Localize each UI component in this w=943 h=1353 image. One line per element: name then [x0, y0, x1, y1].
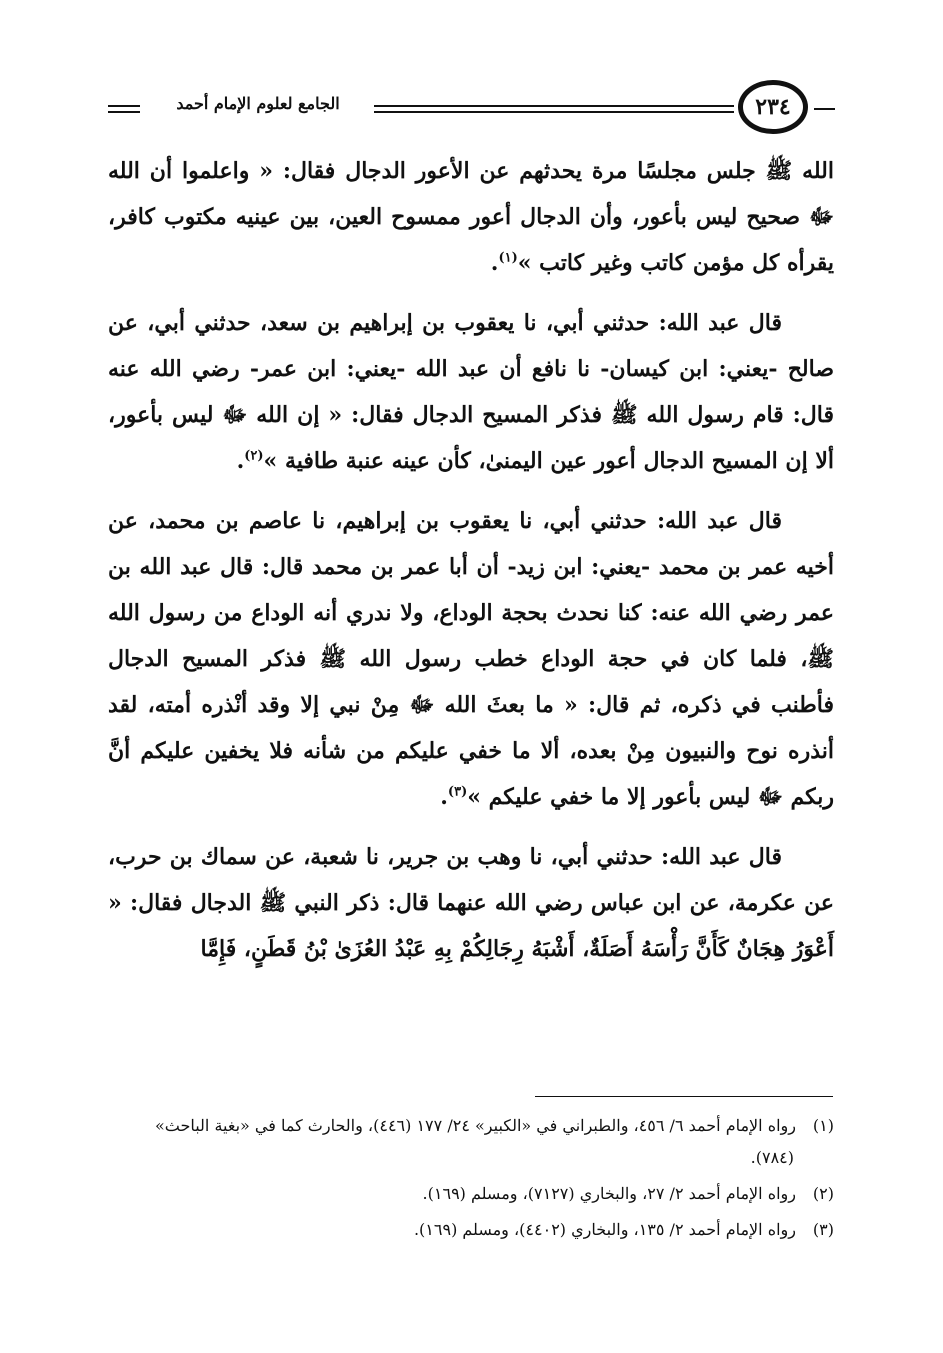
footnotes: [108, 1110, 834, 1250]
header-rule: [814, 108, 835, 110]
footnote-text: رواه الإمام أحمد ٦/ ٤٥٦، والطبراني في «الكبير» ٢٤/ ١٧٧ (٤٤٦)، والحارث كما في «بغية الباحث» (٧٨٤).: [154, 1116, 796, 1167]
header-rule: [108, 105, 140, 107]
paragraph-text: قال عبد الله: حدثني أبي، نا يعقوب بن إبراهيم، نا عاصم بن محمد، عن أخيه عمر بن محمد -يعني: ابن زيد- أن أبا عمر بن محمد قال: قال عبد الله بن عمر رضي الله عنه: كنا نحدث بحجة الوداع، ولا ندري أنه الوداع من رسول الله ﷺ، فلما كان في حجة الوداع خطب رسول الله ﷺ فذكر المسيح الدجال فأطنب في ذكره، ثم قال: « ما بعثَ الله ﷻ مِنْ نبي إلا وقد أنْذره أمته، لقد أنذره نوح والنبيون مِنْ بعده، ألا ما خفي عليكم من شأنه فلا يخفين عليكم أنَّ ربكم ﷻ ليس بأعور إلا ما خفي عليكم »: [108, 508, 834, 810]
running-header: [108, 72, 835, 142]
paragraph-end: .: [490, 250, 499, 276]
paragraph-text: قال عبد الله: حدثني أبي، نا يعقوب بن إبراهيم بن سعد، حدثني أبي، عن صالح -يعني: ابن كيسان- نا نافع أن عبد الله -يعني: ابن عمر- رضي الله عنه قال: قام رسول الله ﷺ فذكر المسيح الدجال فقال: « إن الله ﷻ ليس بأعور، ألا إن المسيح الدجال أعور عين اليمنىٰ، كأن عينه عنبة طافية »: [108, 310, 834, 474]
footnote: [108, 1110, 834, 1174]
footnote-text: رواه الإمام أحمد ٢/ ١٣٥، والبخاري (٤٤٠٢)، ومسلم (١٦٩).: [413, 1220, 796, 1239]
footnote-number: (٣): [812, 1220, 834, 1239]
footnote-number: (٢): [812, 1184, 834, 1203]
paragraph: [108, 300, 834, 484]
paragraph: [108, 834, 834, 972]
main-text: [108, 148, 834, 972]
footnote-ref[interactable]: (٣): [447, 784, 468, 800]
paragraph-end: .: [236, 448, 245, 474]
paragraph: [108, 148, 834, 286]
footnote: [108, 1178, 834, 1210]
paragraph-text: الله ﷺ جلس مجلسًا مرة يحدثهم عن الأعور الدجال فقال: « واعلموا أن الله ﷻ صحيح ليس بأعور، وأن الدجال أعور ممسوح العين، بين عينيه مكتوب كافر، يقرأه كل مؤمن كاتب وغير كاتب »: [108, 158, 834, 276]
header-rule: [374, 105, 734, 107]
page-number: ٢٣٤: [738, 80, 808, 134]
header-rule: [108, 111, 140, 113]
running-title: الجامع لعلوم الإمام أحمد: [176, 94, 340, 113]
footnote-number: (١): [812, 1116, 834, 1135]
footnote-ref[interactable]: (٢): [244, 448, 264, 464]
header-rule: [374, 111, 734, 113]
footnote: [108, 1214, 834, 1246]
footnote-ref[interactable]: (١): [498, 250, 518, 266]
paragraph: [108, 498, 834, 820]
paragraph-text: قال عبد الله: حدثني أبي، نا وهب بن جرير، نا شعبة، عن سماك بن حرب، عن عكرمة، عن ابن عباس رضي الله عنهما قال: ذكر النبي ﷺ الدجال فقال: « أَعْوَرُ هِجَانٌ كَأَنَّ رَأْسَهُ أَصَلَةٌ، أَشْبَهُ رِجَالِكُمْ بِهِ عَبْدُ العُزَىٰ بْنُ قَطَنٍ، فَإِمَّا: [108, 844, 834, 962]
footnote-separator: [535, 1096, 833, 1097]
footnote-text: رواه الإمام أحمد ٢/ ٢٧، والبخاري (٧١٢٧)، ومسلم (١٦٩).: [422, 1184, 796, 1203]
paragraph-end: .: [440, 784, 448, 810]
